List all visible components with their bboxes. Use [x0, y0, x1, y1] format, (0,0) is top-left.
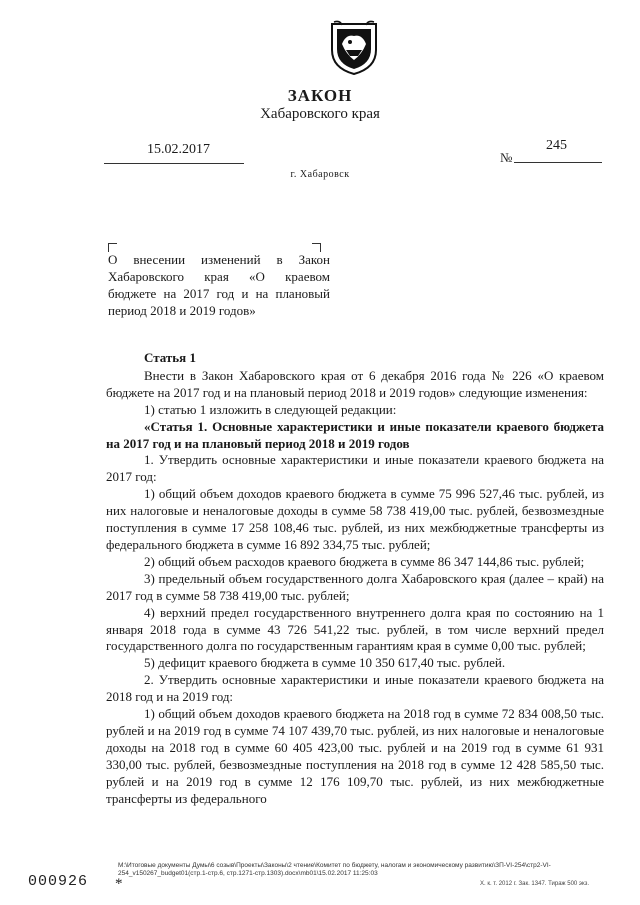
subject-line: период 2018 и 2019 годов»: [108, 303, 256, 318]
registration-stamp: 000926: [28, 873, 89, 890]
document-subtitle: Хабаровского края: [260, 106, 380, 122]
subject-line: Хабаровского края «О краевом: [108, 269, 330, 284]
document-title: ЗАКОН: [287, 86, 353, 105]
document-city: г. Хабаровск: [290, 169, 350, 180]
document-subject: [108, 251, 330, 319]
document-number: 245: [546, 138, 567, 153]
article-item-1: 1) статью 1 изложить в следующей редакции:: [144, 401, 397, 417]
subject-line: О внесении изменений в Закон: [108, 252, 330, 267]
paragraph-2-item-1: 1) общий объем доходов краевого бюджета на 2018 год в сумме 72 834 008,50 тыс. рублей и на 2019 год в сумме 74 107 439,70 тыс. рублей, из них налоговые и неналоговые доходы на 2018 год в сумме 60 405 423,00 тыс. рублей и на 2019 год в сумме 61 931 330,00 тыс. рублей, безвозмездные поступления на 2018 год в сумме 12 428 585,50 тыс. рублей и на 2019 год в сумме 12 176 109,70 тыс. рублей, из них межбюджетные трансферты из федерального: [106, 706, 604, 806]
paragraph-1-item-2: 2) общий объем расходов краевого бюджета в сумме 86 347 144,86 тыс. рублей;: [144, 553, 585, 569]
file-path-line-1: M:\Итоговые документы Думы\6 созыв\Проекты\Законы\2 чтение\Комитет по бюджету, налогам и экономическому развитию\ЗП-VI-254\стр2-VI-: [118, 862, 551, 869]
star-mark: *: [115, 876, 123, 892]
coat-of-arms-icon: [328, 20, 380, 76]
paragraph-1-item-1: 1) общий объем доходов краевого бюджета в сумме 75 996 527,46 тыс. рублей, из них налоговые и неналоговые доходы в сумме 58 738 419,00 тыс. рублей, безвозмездные поступления в сумме 17 258 108,46 тыс. рублей, из них межбюджетные трансферты из федерального бюджета в сумме 16 892 334,75 тыс. рублей;: [106, 486, 604, 552]
paragraph-1-item-5: 5) дефицит краевого бюджета в сумме 10 350 617,40 тыс. рублей.: [144, 655, 506, 671]
paragraph-2: 2. Утвердить основные характеристики и иные показатели краевого бюджета на 2018 год и на 2019 год:: [106, 672, 604, 705]
document-body: [106, 350, 604, 807]
subject-line: бюджете на 2017 год и на плановый: [108, 286, 330, 301]
paragraph-1-item-4: 4) верхний предел государственного внутреннего долга края по состоянию на 1 января 2018 года в сумме 43 726 541,22 тыс. рублей, в том числе верхний предел государственного долга по государственным гарантиям края в сумме 0,00 тыс. рублей;: [106, 604, 604, 654]
paragraph-1-item-3: 3) предельный объем государственного долга Хабаровского края (далее – край) на 2017 год в сумме 58 738 419,00 тыс. рублей;: [106, 570, 604, 603]
number-underline: [514, 162, 602, 163]
number-label: №: [500, 150, 513, 165]
article-intro: Внести в Закон Хабаровского края от 6 декабря 2016 года № 226 «О краевом бюджете на 2017 год и на плановый период 2018 и 2019 годов» следующие изменения:: [106, 367, 604, 400]
date-underline: [104, 163, 244, 164]
quoted-article-heading: «Статья 1. Основные характеристики и иные показатели краевого бюджета на 2017 год и на плановый период 2018 и 2019 годов: [106, 418, 604, 451]
print-info: Х. к. т. 2012 г. Зак. 1347. Тираж 500 экз.: [480, 881, 590, 887]
file-path-footer: [118, 862, 630, 878]
paragraph-1: 1. Утвердить основные характеристики и иные показатели краевого бюджета на 2017 год:: [106, 452, 604, 485]
article-heading: Статья 1: [144, 350, 196, 365]
file-path-line-2: 254_v150267_budget01(стр.1-стр.6, стр.1271-стр.1303).docx\mb01\15.02.2017 11:25:03: [118, 870, 378, 877]
document-date: 15.02.2017: [147, 142, 210, 157]
